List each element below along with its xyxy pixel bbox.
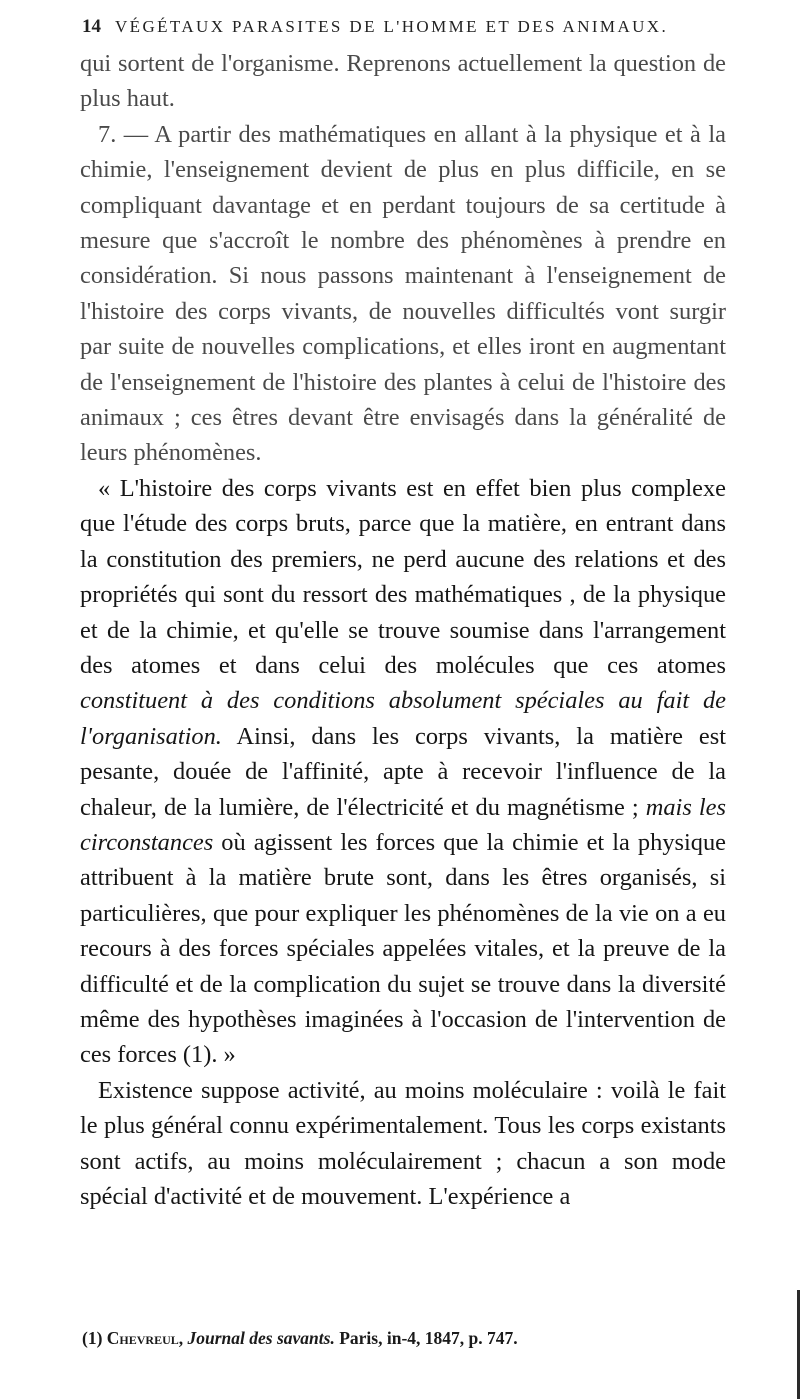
page-number: 14 [82,16,101,37]
paragraph-quotation [80,471,726,1073]
paragraph-existence: Existence suppose activité, au moins moléculaire : voilà le fait le plus général connu expérimentalement. Tous les corps existants sont actifs, au moins moléculairement ; chacun a son mode spécial d'activité et de mouvement. L'expérience a [80,1076,726,1210]
footnote [82,1328,742,1349]
footnote-marker: (1) [82,1328,103,1348]
paragraph-continuation: qui sortent de l'organisme. Reprenons actuellement la question de plus haut. [80,50,726,113]
quotation-text-part-1: « L'histoire des corps vivants est en effet bien plus complexe que l'étude des corps bruts, parce que la matière, en entrant dans la constitution des premiers, ne perd aucune des relations et des propriétés qui sont du ressort des mathématiques , de la physique et de la chimie, et qu'elle se trouve soumise dans l'arrangement des atomes et dans celui des molécules que ces atomes [80,474,726,679]
footnote-details: Paris, in-4, 1847, p. 747. [339,1328,518,1348]
footnote-journal: Journal des savants. [187,1328,335,1348]
quotation-text-part-2: Ainsi, dans les corps vivants, la matière est pesante, douée de l'affinité, apte à recevoir l'influence de la chaleur, de la lumière, de l'électricité et du magnétisme ; [80,722,726,821]
paragraph-section-7: 7. — A partir des mathématiques en allant à la physique et à la chimie, l'enseignement devient de plus en plus difficile, en se compliquant davantage et en perdant toujours de sa certitude à mesure que s'accroît le nombre des phénomènes à prendre en considération. Si nous passons maintenant à l'enseignement de l'histoire des corps vivants, de nouvelles difficultés vont surgir par suite de nouvelles complications, et elles iront en augmentant de l'enseignement de l'histoire des plantes à celui de l'histoire des animaux ; ces êtres devant être envisagés dans la généralité de leurs phénomènes. [80,120,726,467]
quotation-text-part-3: où agissent les forces que la chimie et la physique attribuent à la matière brute sont, dans les êtres organisés, si particulières, que pour expliquer les phénomènes de la vie on a eu recours à des forces spéciales appelées vitales, et la preuve de la difficulté et de la complication du sujet se trouve dans la diversité même des hypothèses imaginées à l'occasion de l'intervention de ces forces (1). » [80,828,726,1069]
quotation-italic-1: constituent à des conditions absolument spéciales au fait de l'organisation. [80,687,726,750]
page-body [80,46,726,1214]
footnote-author: Chevreul, [106,1328,184,1348]
running-header [82,16,722,38]
running-title: VÉGÉTAUX PARASITES DE L'HOMME ET DES ANIMAUX. [115,17,669,36]
quotation-italic-2: mais les circonstances [80,793,726,856]
